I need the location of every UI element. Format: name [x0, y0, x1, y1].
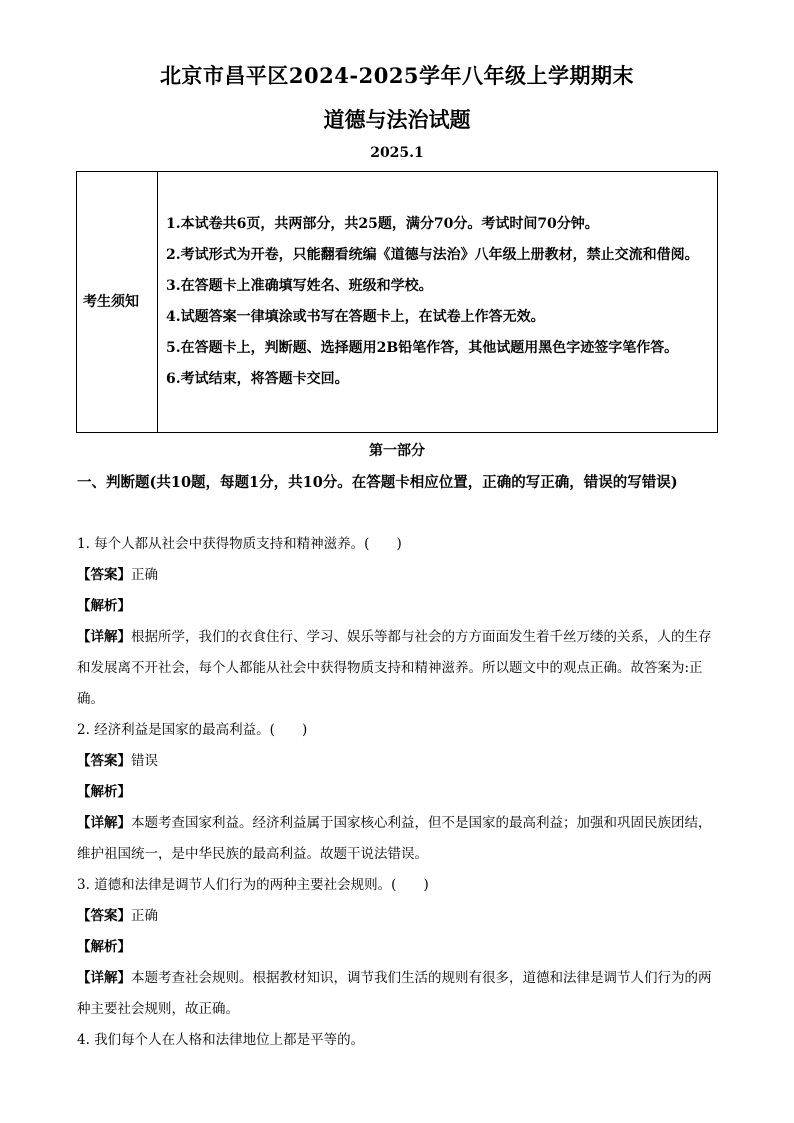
notice-items [158, 172, 718, 433]
notice-item: 3.在答题卡上准确填写姓名、班级和学校。 [166, 278, 433, 294]
analysis-tag: 【解析】 [77, 784, 131, 800]
part-title: 第一部分 [369, 443, 425, 459]
question-text: 2. 经济利益是国家的最高利益。( ) [77, 722, 308, 738]
notice-item: 1.本试卷共6页，共两部分，共25题，满分70分。考试时间70分钟。 [166, 216, 599, 232]
answer-line [77, 901, 722, 932]
exam-title-line1: 北京市昌平区2024-2025学年八年级上学期期末 [159, 63, 635, 88]
answer-line [77, 560, 722, 591]
notice-item: 5.在答题卡上，判断题、选择题用2B铅笔作答，其他试题用黑色字迹签字笔作答。 [166, 340, 679, 356]
notice-label: 考生须知 [77, 172, 158, 433]
detail-tag: 【详解】 [77, 629, 131, 645]
detail-paragraph [77, 808, 722, 870]
detail-tag: 【详解】 [77, 815, 131, 831]
questions-list [77, 529, 722, 1056]
exam-date: 2025.1 [370, 145, 424, 161]
exam-title-line2: 道德与法治试题 [323, 107, 471, 132]
candidate-notice-table [76, 171, 718, 433]
question-text: 1. 每个人都从社会中获得物质支持和精神滋养。( ) [77, 536, 402, 552]
detail-paragraph [77, 622, 722, 715]
answer-value: 错误 [131, 753, 158, 769]
detail-text: 根据所学，我们的衣食住行、学习、娱乐等都与社会的方方面面发生着千丝万缕的关系，人的生存和发展离不开社会，每个人都能从社会中获得物质支持和精神滋养。所以题文中的观点正确。故答案为:正确。 [77, 629, 712, 707]
section-title: 一、判断题(共10题，每题1分，共10分。在答题卡相应位置，正确的写正确，错误的写错误) [77, 474, 678, 491]
answer-tag: 【答案】 [77, 567, 131, 583]
notice-item: 4.试题答案一律填涂或书写在答题卡上，在试卷上作答无效。 [166, 309, 545, 325]
question-text: 4. 我们每个人在人格和法律地位上都是平等的。 [77, 1032, 365, 1048]
answer-tag: 【答案】 [77, 753, 131, 769]
analysis-tag: 【解析】 [77, 939, 131, 955]
answer-tag: 【答案】 [77, 908, 131, 924]
detail-tag: 【详解】 [77, 970, 131, 986]
answer-line [77, 746, 722, 777]
analysis-tag: 【解析】 [77, 598, 131, 614]
notice-item: 2.考试形式为开卷，只能翻看统编《道德与法治》八年级上册教材，禁止交流和借阅。 [166, 247, 699, 263]
answer-value: 正确 [131, 567, 158, 583]
answer-value: 正确 [131, 908, 158, 924]
detail-text: 本题考查国家利益。经济利益属于国家核心利益，但不是国家的最高利益；加强和巩固民族团结，维护祖国统一，是中华民族的最高利益。故题干说法错误。 [77, 815, 712, 862]
detail-paragraph [77, 963, 722, 1025]
notice-item: 6.考试结束，将答题卡交回。 [166, 371, 349, 387]
question-text: 3. 道德和法律是调节人们行为的两种主要社会规则。( ) [77, 877, 429, 893]
detail-text: 本题考查社会规则。根据教材知识，调节我们生活的规则有很多，道德和法律是调节人们行为的两种主要社会规则，故正确。 [77, 970, 712, 1017]
